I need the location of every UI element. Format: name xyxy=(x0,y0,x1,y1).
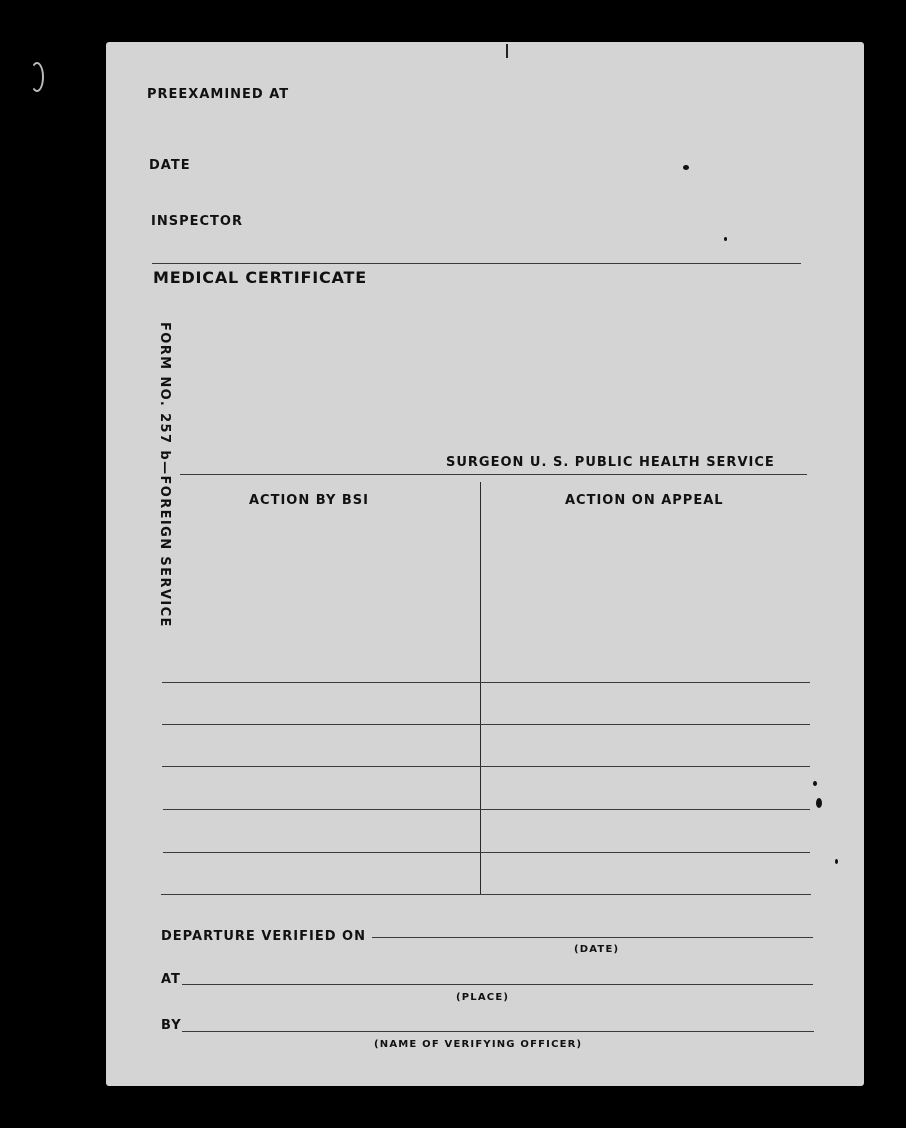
certificate-title: MEDICAL CERTIFICATE xyxy=(153,268,367,287)
scan-artifact xyxy=(30,62,44,92)
inspector-label: INSPECTOR xyxy=(151,214,243,229)
date-label: DATE xyxy=(149,158,191,173)
action-line-3 xyxy=(162,766,810,767)
action-by-bsi-header: ACTION BY BSI xyxy=(249,493,370,508)
place-caption: (PLACE) xyxy=(456,992,510,1003)
action-line-4 xyxy=(163,809,810,810)
action-line-1 xyxy=(162,682,810,683)
officer-line xyxy=(182,1031,814,1032)
dust-speck xyxy=(816,798,822,808)
preexamined-at-label: PREEXAMINED AT xyxy=(147,87,290,102)
form-number-vertical: FORM NO. 257 b—FOREIGN SERVICE xyxy=(157,322,172,628)
dust-speck xyxy=(813,781,817,786)
date-caption: (DATE) xyxy=(574,944,620,955)
place-line xyxy=(182,984,813,985)
dust-speck xyxy=(835,859,838,864)
tick-mark xyxy=(506,44,508,58)
dust-speck xyxy=(724,237,727,241)
action-line-6 xyxy=(161,894,811,895)
departure-verified-label: DEPARTURE VERIFIED ON xyxy=(161,929,366,944)
dust-speck xyxy=(683,165,689,170)
by-label: BY xyxy=(161,1018,182,1033)
at-label: AT xyxy=(161,972,181,987)
column-divider xyxy=(480,482,481,894)
action-line-5 xyxy=(163,852,810,853)
officer-caption: (NAME OF VERIFYING OFFICER) xyxy=(374,1039,583,1050)
action-on-appeal-header: ACTION ON APPEAL xyxy=(565,493,724,508)
action-line-2 xyxy=(162,724,810,725)
header-divider xyxy=(152,263,801,264)
surgeon-signature-label: SURGEON U. S. PUBLIC HEALTH SERVICE xyxy=(446,455,775,470)
signature-line xyxy=(180,474,807,475)
medical-certificate-card xyxy=(106,42,864,1086)
departure-date-line xyxy=(372,937,813,938)
